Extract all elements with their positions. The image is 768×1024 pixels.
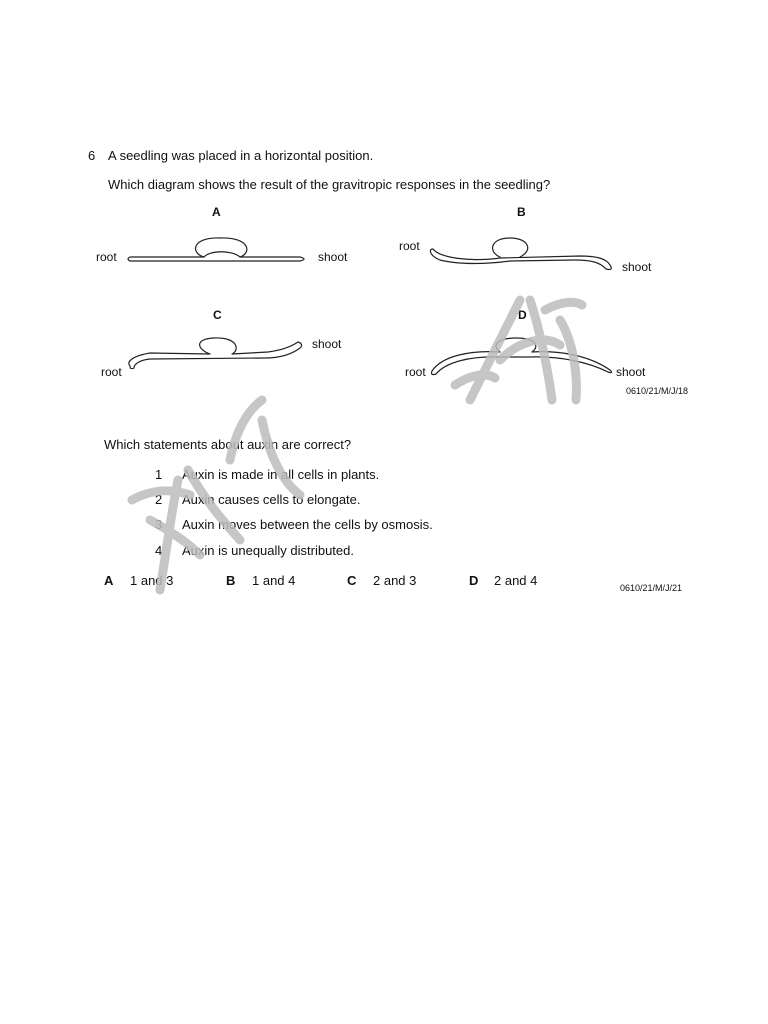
answer-c-text: 2 and 3 <box>373 573 417 588</box>
statement-3-number: 3 <box>155 517 163 532</box>
statement-1-number: 1 <box>155 467 163 482</box>
option-d-root-label: root <box>405 365 426 379</box>
question2-prompt: Which statements about auxin are correct? <box>104 437 352 452</box>
answer-b-letter: B <box>226 573 236 588</box>
option-b-shoot-label: shoot <box>622 260 652 274</box>
answer-d-text: 2 and 4 <box>494 573 538 588</box>
question1-reference: 0610/21/M/J/18 <box>626 386 689 396</box>
diagram-c-seedling <box>129 338 302 369</box>
option-d-shoot-label: shoot <box>616 365 646 379</box>
option-a-letter: A <box>212 205 221 219</box>
question-prompt: Which diagram shows the result of the gravitropic responses in the seedling? <box>108 177 551 192</box>
answer-d-letter: D <box>469 573 479 588</box>
statement-3-text: Auxin moves between the cells by osmosis. <box>182 517 433 532</box>
statement-2-number: 2 <box>155 492 163 507</box>
answer-a-text: 1 and 3 <box>130 573 174 588</box>
option-b-letter: B <box>517 205 526 219</box>
diagram-d-seedling <box>432 338 612 375</box>
statement-4-number: 4 <box>155 543 163 558</box>
option-c-letter: C <box>213 308 222 322</box>
diagram-a-seedling <box>128 238 304 261</box>
option-a-root-label: root <box>96 250 117 264</box>
option-c-shoot-label: shoot <box>312 337 342 351</box>
option-a-shoot-label: shoot <box>318 250 348 264</box>
question-number: 6 <box>88 148 96 163</box>
question2-reference: 0610/21/M/J/21 <box>620 583 683 593</box>
answer-b-text: 1 and 4 <box>252 573 296 588</box>
option-d-letter: D <box>518 308 527 322</box>
answer-c-letter: C <box>347 573 357 588</box>
statement-1-text: Auxin is made in all cells in plants. <box>182 467 380 482</box>
diagram-b-seedling <box>430 249 611 270</box>
option-b-root-label: root <box>399 239 420 253</box>
question-text: A seedling was placed in a horizontal position. <box>108 148 374 163</box>
option-c-root-label: root <box>101 365 122 379</box>
statement-4-text: Auxin is unequally distributed. <box>182 543 354 558</box>
statement-2-text: Auxin causes cells to elongate. <box>182 492 361 507</box>
answer-a-letter: A <box>104 573 114 588</box>
